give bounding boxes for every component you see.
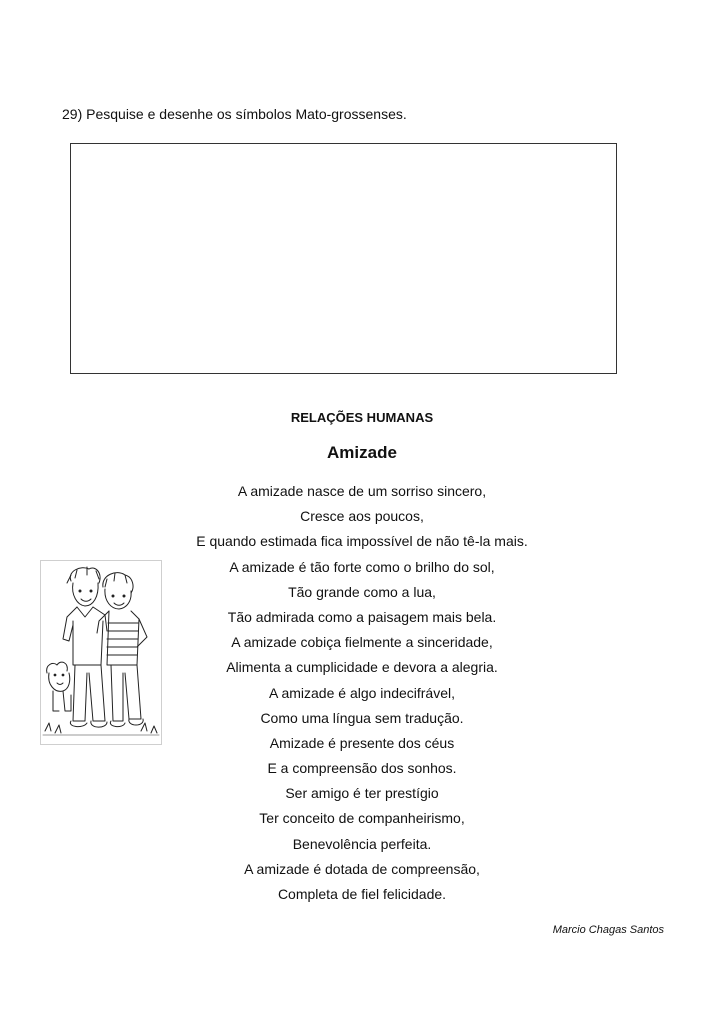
poem-line: Cresce aos poucos, [300, 508, 424, 525]
poem-line: Alimenta a cumplicidade e devora a alegria. [226, 659, 498, 676]
poem-line: E quando estimada fica impossível de não tê-la mais. [196, 533, 528, 550]
poem-line: Ter conceito de companheirismo, [259, 810, 465, 827]
poem-author: Marcio Chagas Santos [552, 924, 664, 936]
poem-line: Amizade é presente dos céus [269, 734, 455, 751]
poem-line: Tão grande como a lua, [288, 583, 436, 600]
poem-line: Ser amigo é ter prestígio [285, 785, 439, 802]
poem-line: Benevolência perfeita. [292, 835, 432, 852]
poem-title: Amizade [327, 443, 397, 462]
poem-line: Tão admirada como a paisagem mais bela. [227, 608, 497, 625]
drawing-box[interactable] [70, 143, 617, 374]
section-title: RELAÇÕES HUMANAS [290, 410, 434, 425]
poem-line: A amizade é algo indecifrável, [269, 684, 455, 701]
question-text: 29) Pesquise e desenhe os símbolos Mato-grossenses. [62, 106, 407, 122]
poem-line: A amizade é dotada de compreensão, [244, 860, 480, 877]
poem-line: A amizade cobiça fielmente a sinceridade, [231, 634, 493, 651]
poem-line: Completa de fiel felicidade. [277, 886, 447, 902]
poem-line: A amizade é tão forte como o brilho do sol, [229, 558, 495, 575]
poem-line: A amizade nasce de um sorriso sincero, [237, 483, 487, 499]
poem-line: E a compreensão dos sonhos. [267, 760, 457, 777]
poem-line: Como uma língua sem tradução. [260, 709, 464, 726]
friends-illustration [40, 560, 162, 745]
